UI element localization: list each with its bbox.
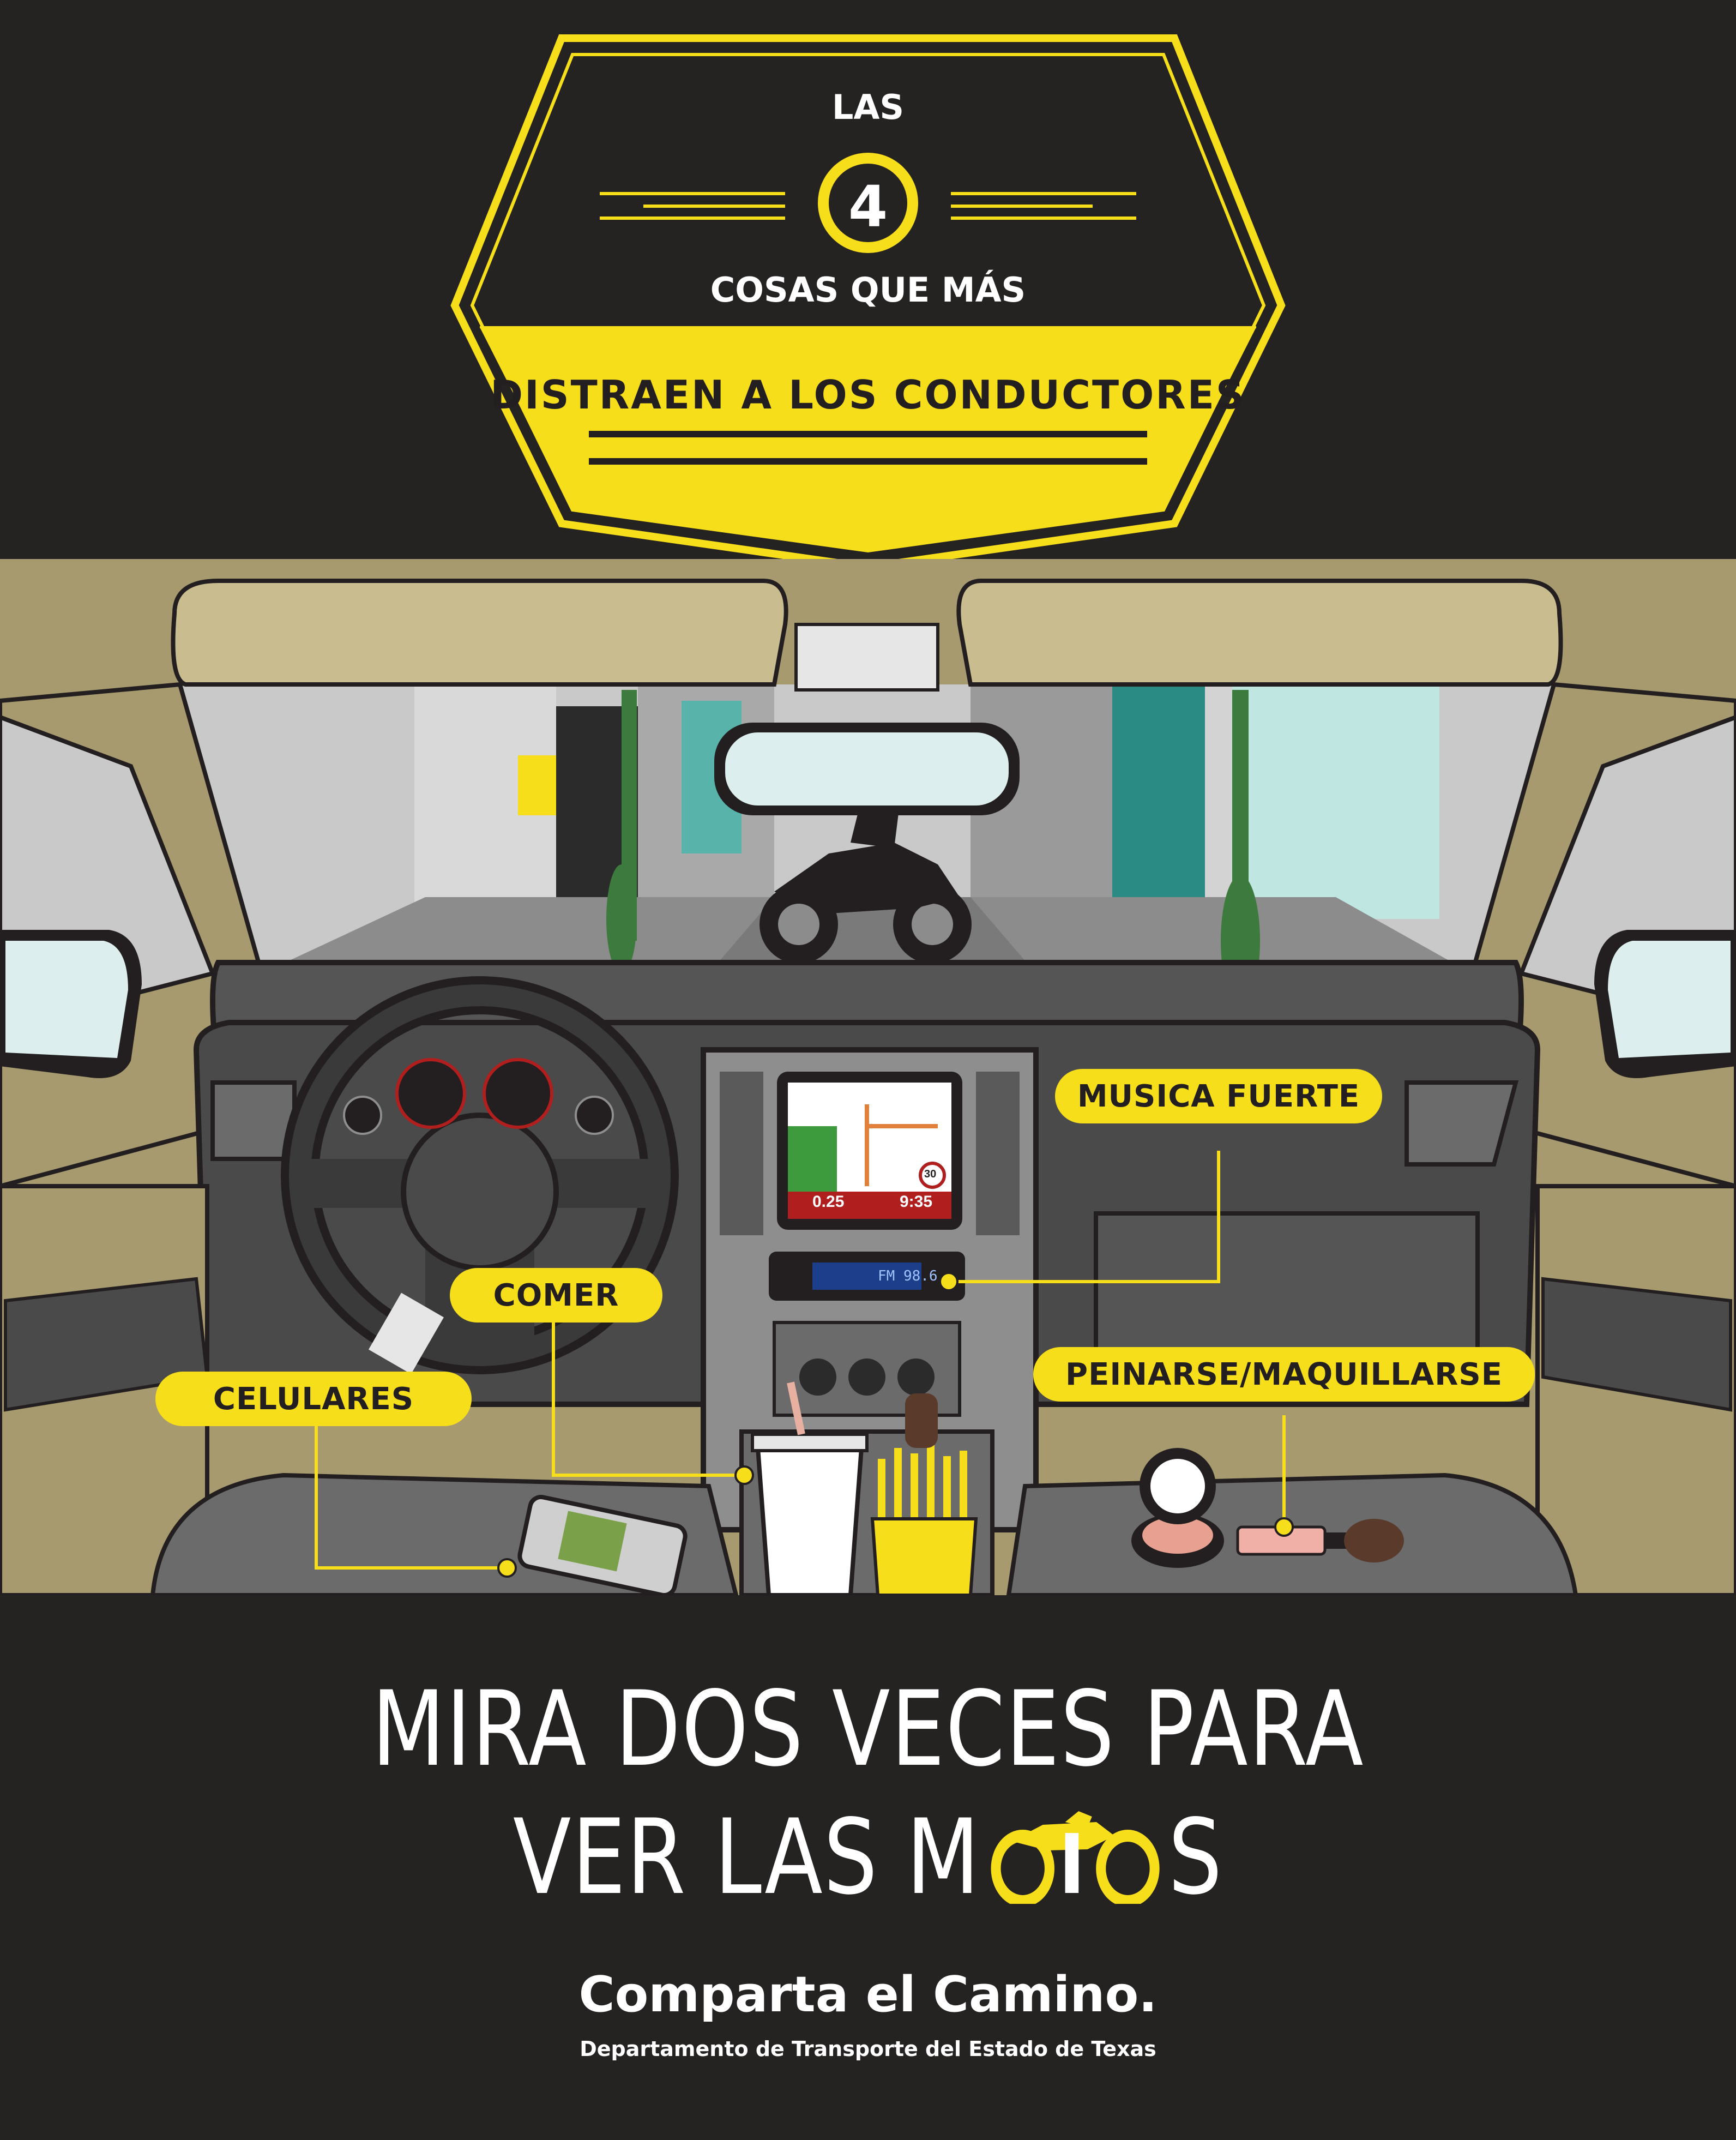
motorcycle-wheels-icon [980,1808,1168,1901]
headline-line-2-start: VER LAS M [513,1797,981,1917]
headline-line-2 [156,1797,1580,1917]
callout-peinarse-maquillarse: PEINARSE/MAQUILLARSE [1033,1347,1535,1402]
headline-line-1: MIRA DOS VECES PARA [371,1669,1365,1789]
badge-number: 4 [848,173,888,240]
car-interior-illustration [0,559,1736,1595]
badge-top-text: LAS [831,87,905,127]
headline-line-2-end: S [1168,1797,1223,1917]
nav-time: 9:35 [900,1193,933,1211]
callout-celulares: CELULARES [155,1372,472,1426]
nav-distance: 0.25 [812,1193,845,1211]
gear-shift-icon [905,1393,938,1448]
footer-slogan: Comparta el Camino. [578,1966,1158,2023]
radio-display: FM 98.6 [878,1268,938,1284]
nav-speed-limit: 30 [924,1168,937,1180]
callout-musica-fuerte: MUSICA FUERTE [1055,1069,1382,1123]
footer-agency: Departamento de Transporte del Estado de Texas [580,2037,1156,2061]
badge-middle-text: COSAS QUE MÁS [710,270,1026,310]
callout-comer: COMER [450,1268,662,1323]
badge-banner-text: DISTRAEN A LOS CONDUCTORES [490,372,1246,418]
